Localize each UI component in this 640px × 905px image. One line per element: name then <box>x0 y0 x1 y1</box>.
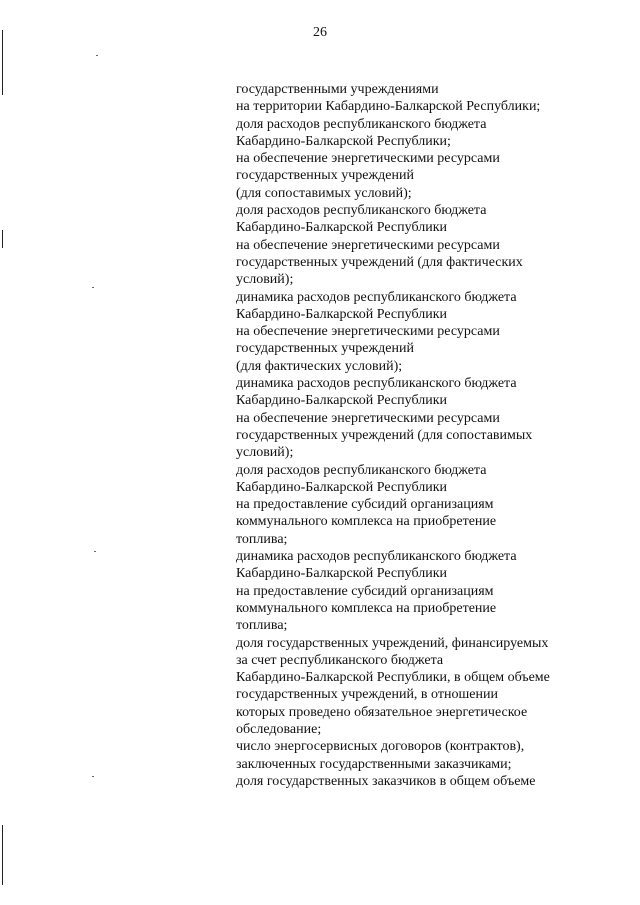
text-line: Кабардино-Балкарской Республики; <box>236 133 451 149</box>
text-line: обследование; <box>236 721 322 737</box>
text-line: государственных учреждений <box>236 168 414 184</box>
text-line: на обеспечение энергетическими ресурсами <box>236 237 500 253</box>
scan-speck <box>94 551 96 552</box>
text-line: заключенных государственными заказчиками; <box>236 756 512 772</box>
text-line: динамика расходов республиканского бюджета <box>236 549 517 565</box>
page-number: 26 <box>313 25 327 40</box>
text-line: Кабардино-Балкарской Республики, в общем объеме <box>236 670 550 686</box>
text-line: Кабардино-Балкарской Республики <box>236 393 447 409</box>
text-line: Кабардино-Балкарской Республики <box>236 306 447 322</box>
text-line: Кабардино-Балкарской Республики <box>236 220 447 236</box>
text-line: (для фактических условий); <box>236 358 403 374</box>
text-line: доля государственных учреждений, финансируемых <box>236 635 549 651</box>
text-line: на территории Кабардино-Балкарской Республики; <box>236 99 541 115</box>
text-line: на обеспечение энергетическими ресурсами <box>236 151 500 167</box>
text-line: коммунального комплекса на приобретение <box>236 514 497 530</box>
text-line: динамика расходов республиканского бюджета <box>236 376 517 392</box>
text-line: на обеспечение энергетическими ресурсами <box>236 410 500 426</box>
text-line: государственных учреждений (для фактических <box>236 254 523 270</box>
text-line: Кабардино-Балкарской Республики <box>236 566 447 582</box>
text-line: топлива; <box>236 618 288 634</box>
text-line: государственных учреждений, в отношении <box>236 687 498 703</box>
text-line: число энергосервисных договоров (контрактов), <box>236 739 525 755</box>
text-line: доля расходов республиканского бюджета <box>236 203 487 219</box>
text-line: доля государственных заказчиков в общем объеме <box>236 773 536 789</box>
scan-speck <box>92 287 94 288</box>
text-line: за счет республиканского бюджета <box>236 652 444 668</box>
text-line: коммунального комплекса на приобретение <box>236 600 497 616</box>
text-line: которых проведено обязательное энергетическое <box>236 704 528 720</box>
text-line: условий); <box>236 272 294 288</box>
scan-speck <box>92 776 94 777</box>
text-line: условий); <box>236 445 294 461</box>
text-line: на обеспечение энергетическими ресурсами <box>236 324 500 340</box>
text-line: на предоставление субсидий организациям <box>236 497 494 513</box>
scan-edge-mark <box>2 230 3 248</box>
text-line: доля расходов республиканского бюджета <box>236 116 487 132</box>
body-text <box>236 81 636 790</box>
text-line: (для сопоставимых условий); <box>236 185 412 201</box>
text-line: государственными учреждениями <box>236 82 439 97</box>
text-line: доля расходов республиканского бюджета <box>236 462 487 478</box>
text-line: государственных учреждений (для сопоставимых <box>236 427 533 443</box>
text-line: динамика расходов республиканского бюджета <box>236 289 517 305</box>
text-line: на предоставление субсидий организациям <box>236 583 494 599</box>
text-line: Кабардино-Балкарской Республики <box>236 479 447 495</box>
text-line: топлива; <box>236 531 288 547</box>
scan-edge-mark <box>2 825 3 885</box>
scan-speck <box>96 55 98 56</box>
text-line: государственных учреждений <box>236 341 414 357</box>
